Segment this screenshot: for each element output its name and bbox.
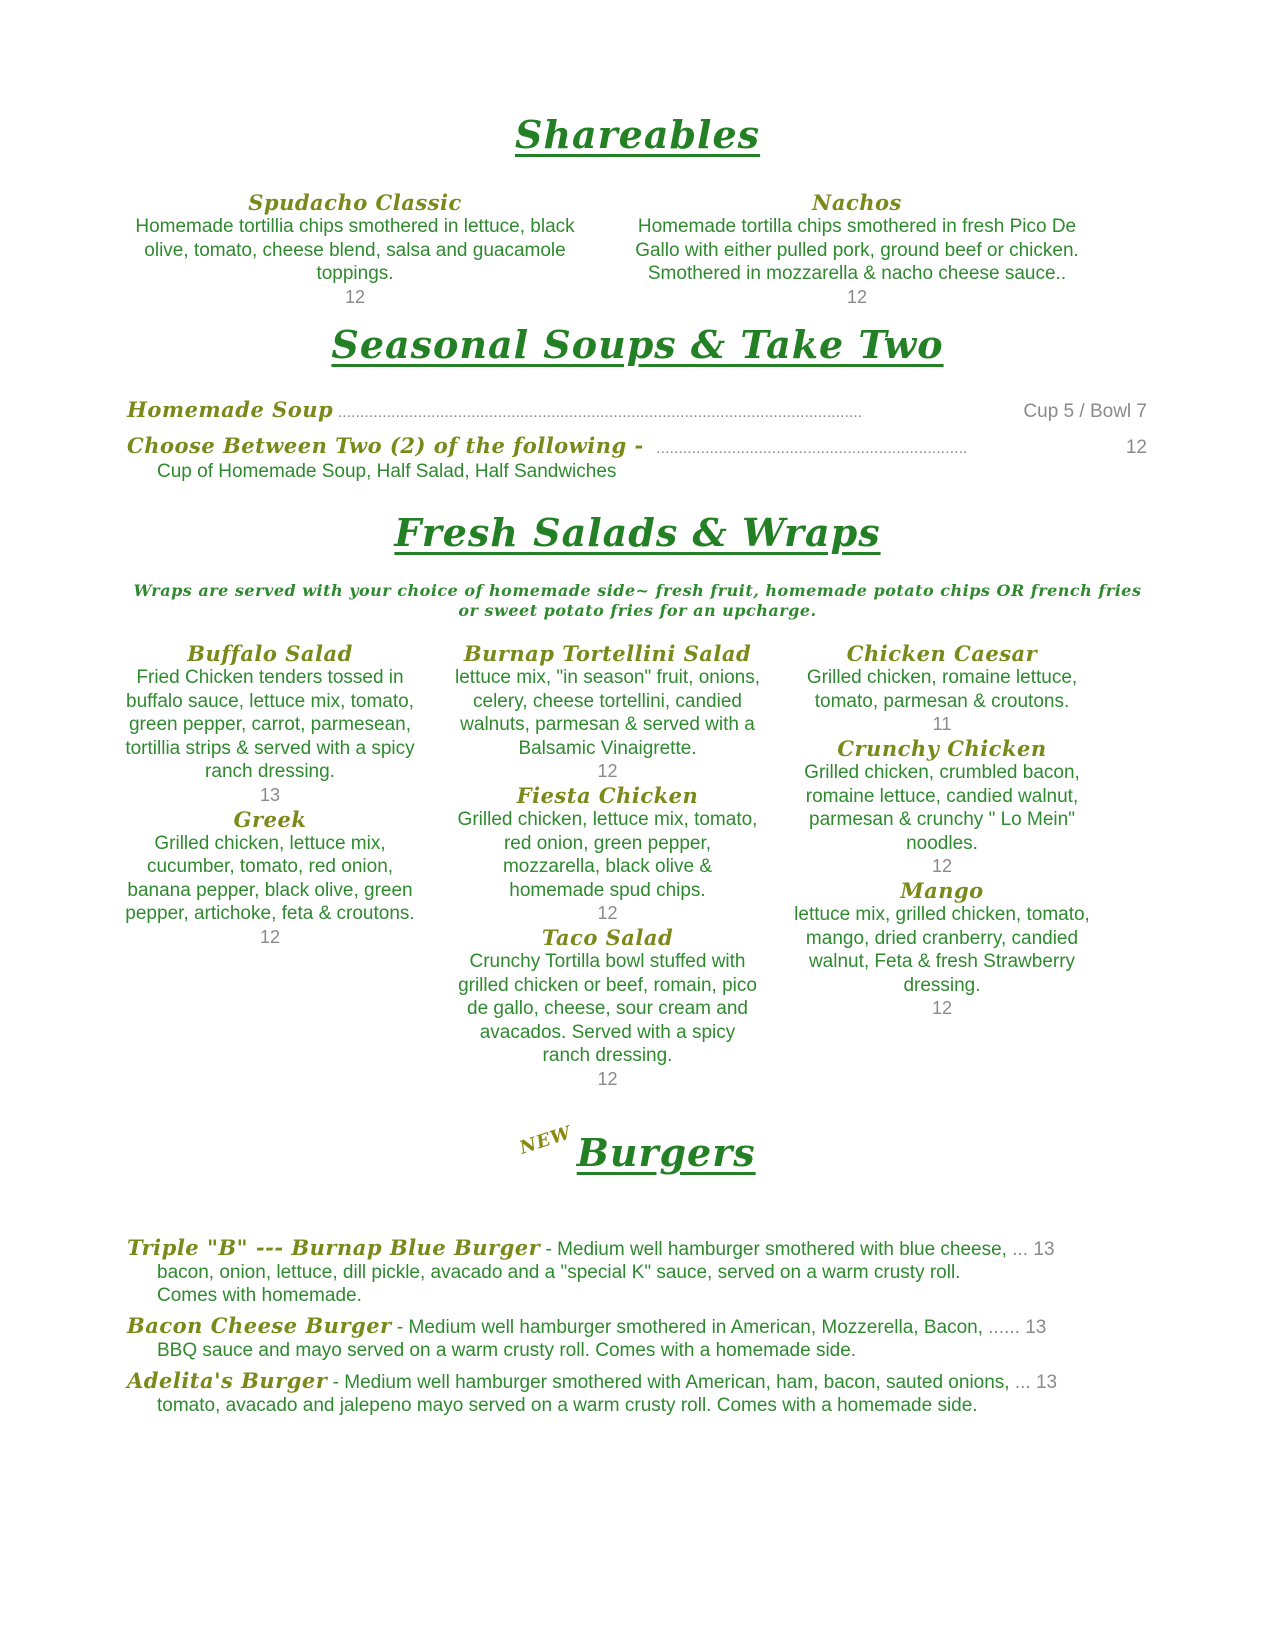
- item-name: Spudacho Classic: [248, 190, 462, 215]
- item-desc-cont: tomato, avacado and jalepeno mayo served on a warm crusty roll. Comes with a homemade side.: [157, 1395, 978, 1416]
- item-desc-cont: bacon, onion, lettuce, dill pickle, avacado and a "special K" sauce, served on a warm crusty roll.: [157, 1262, 961, 1283]
- choose-two-options: Cup of Homemade Soup, Half Salad, Half Sandwiches: [157, 461, 617, 482]
- item-price: 12: [259, 926, 281, 947]
- menu-item-greek: [120, 807, 420, 949]
- menu-item-fiesta-chicken: [455, 783, 760, 925]
- item-name: Adelita's Burger: [127, 1368, 328, 1393]
- item-desc: Fried Chicken tenders tossed in buffalo sauce, lettuce mix, tomato, green pepper, carrot, parmesean, tortillia strips & served with a spicy ranch dressing.: [125, 667, 415, 782]
- burger-item-adelitas: [127, 1368, 1147, 1395]
- item-desc: lettuce mix, grilled chicken, tomato, mango, dried cranberry, candied walnut, Feta & fresh Strawberry dressing.: [794, 904, 1090, 996]
- item-name: Homemade Soup: [127, 397, 334, 422]
- item-desc-cont: BBQ sauce and mayo served on a warm crusty roll. Comes with a homemade side.: [157, 1340, 857, 1361]
- item-price: 12: [1125, 437, 1147, 458]
- salad-column-2: [455, 641, 760, 1091]
- item-name: Crunchy Chicken: [837, 736, 1047, 761]
- choose-two-row: [127, 433, 1147, 458]
- item-name: Buffalo Salad: [187, 641, 353, 666]
- item-name: Greek: [233, 806, 307, 832]
- burgers-heading: [0, 1122, 1275, 1175]
- leader-dots: ......: [982, 1317, 1020, 1338]
- leader-dots: ...: [1009, 1372, 1031, 1393]
- item-name: Mango: [900, 878, 984, 903]
- item-desc: Grilled chicken, lettuce mix, tomato, red onion, green pepper, mozzarella, black olive & homemade spud chips.: [457, 809, 758, 901]
- homemade-soup-row: [127, 397, 1147, 422]
- menu-item-nachos: [622, 190, 1092, 309]
- item-price: 12: [846, 286, 868, 307]
- item-desc: Crunchy Tortilla bowl stuffed with grilled chicken or beef, romain, pico de gallo, cheese, sour cream and avacados. Served with a spicy ranch dressing.: [458, 951, 757, 1066]
- salad-column-3: [792, 641, 1092, 1020]
- item-price: 12: [344, 286, 366, 307]
- salad-column-1: [120, 641, 420, 949]
- item-name: Choose Between Two (2) of the following -: [127, 433, 644, 458]
- item-desc: Grilled chicken, romaine lettuce, tomato, parmesan & croutons.: [806, 667, 1078, 712]
- item-name: Bacon Cheese Burger: [127, 1313, 392, 1338]
- item-price: 11: [932, 714, 952, 734]
- shareables-title: Shareables: [514, 112, 761, 157]
- item-desc-cont: Comes with homemade.: [157, 1285, 362, 1306]
- item-price: 12: [931, 998, 953, 1018]
- item-desc-lead: - Medium well hamburger smothered with blue cheese,: [540, 1239, 1007, 1260]
- item-price: 12: [597, 903, 618, 923]
- item-name: Triple "B" --- Burnap Blue Burger: [127, 1235, 541, 1260]
- wraps-note: Wraps are served with your choice of homemade side~ fresh fruit, homemade potato chips OR french fries or sweet potato fries for an upcharge.: [133, 581, 1142, 620]
- item-price: 13: [1019, 1317, 1047, 1338]
- item-price: 13: [1028, 1239, 1055, 1260]
- item-price: 12: [597, 761, 618, 781]
- item-name: Taco Salad: [541, 925, 674, 950]
- item-price: 13: [259, 784, 281, 805]
- burger-item-bacon-cheese: [127, 1313, 1147, 1340]
- menu-item-buffalo-salad: [120, 641, 420, 807]
- salads-title: Fresh Salads & Wraps: [394, 510, 881, 555]
- menu-item-tortellini-salad: [455, 641, 760, 783]
- leader-dots: ......................................................................: [656, 440, 968, 457]
- soups-title: Seasonal Soups & Take Two: [331, 322, 944, 367]
- item-name: Burnap Tortellini Salad: [463, 641, 752, 666]
- item-price: 13: [1030, 1372, 1058, 1393]
- new-badge: NEW: [517, 1122, 575, 1159]
- item-desc: lettuce mix, "in season" fruit, onions, celery, cheese tortellini, candied walnuts, parmesan & served with a Balsamic Vinaigrette.: [455, 667, 760, 759]
- item-desc: Homemade tortillia chips smothered in lettuce, black olive, tomato, cheese blend, salsa and guacamole toppings.: [135, 216, 575, 284]
- item-desc-lead: - Medium well hamburger smothered in American, Mozzerella, Bacon,: [391, 1317, 983, 1338]
- item-name: Nachos: [812, 190, 902, 215]
- item-price: Cup 5 / Bowl 7: [1023, 401, 1147, 422]
- leader-dots: ......................................................................................................................: [337, 404, 863, 421]
- item-price: 12: [931, 856, 953, 876]
- item-desc-lead: - Medium well hamburger smothered with American, ham, bacon, sauted onions,: [327, 1372, 1010, 1393]
- item-desc: Grilled chicken, lettuce mix, cucumber, tomato, red onion, banana pepper, black olive, green pepper, artichoke, feta & croutons.: [125, 832, 415, 924]
- item-name: Chicken Caesar: [846, 641, 1038, 666]
- burgers-title: Burgers: [576, 1130, 756, 1175]
- burger-item-triple-b: [127, 1235, 1147, 1262]
- item-desc: Grilled chicken, crumbled bacon, romaine lettuce, candied walnut, parmesan & crunchy " Lo Mein" noodles.: [804, 762, 1080, 854]
- menu-item-taco-salad: [455, 925, 760, 1091]
- leader-dots: ...: [1006, 1239, 1029, 1260]
- item-name: Fiesta Chicken: [516, 783, 699, 808]
- menu-item-chicken-caesar: [792, 641, 1092, 736]
- menu-item-mango: [792, 878, 1092, 1020]
- item-price: 12: [597, 1068, 618, 1089]
- item-desc: Homemade tortilla chips smothered in fresh Pico De Gallo with either pulled pork, ground beef or chicken. Smothered in mozzarella & nacho cheese sauce..: [635, 216, 1079, 284]
- menu-item-spudacho: [120, 190, 590, 309]
- menu-item-crunchy-chicken: [792, 736, 1092, 878]
